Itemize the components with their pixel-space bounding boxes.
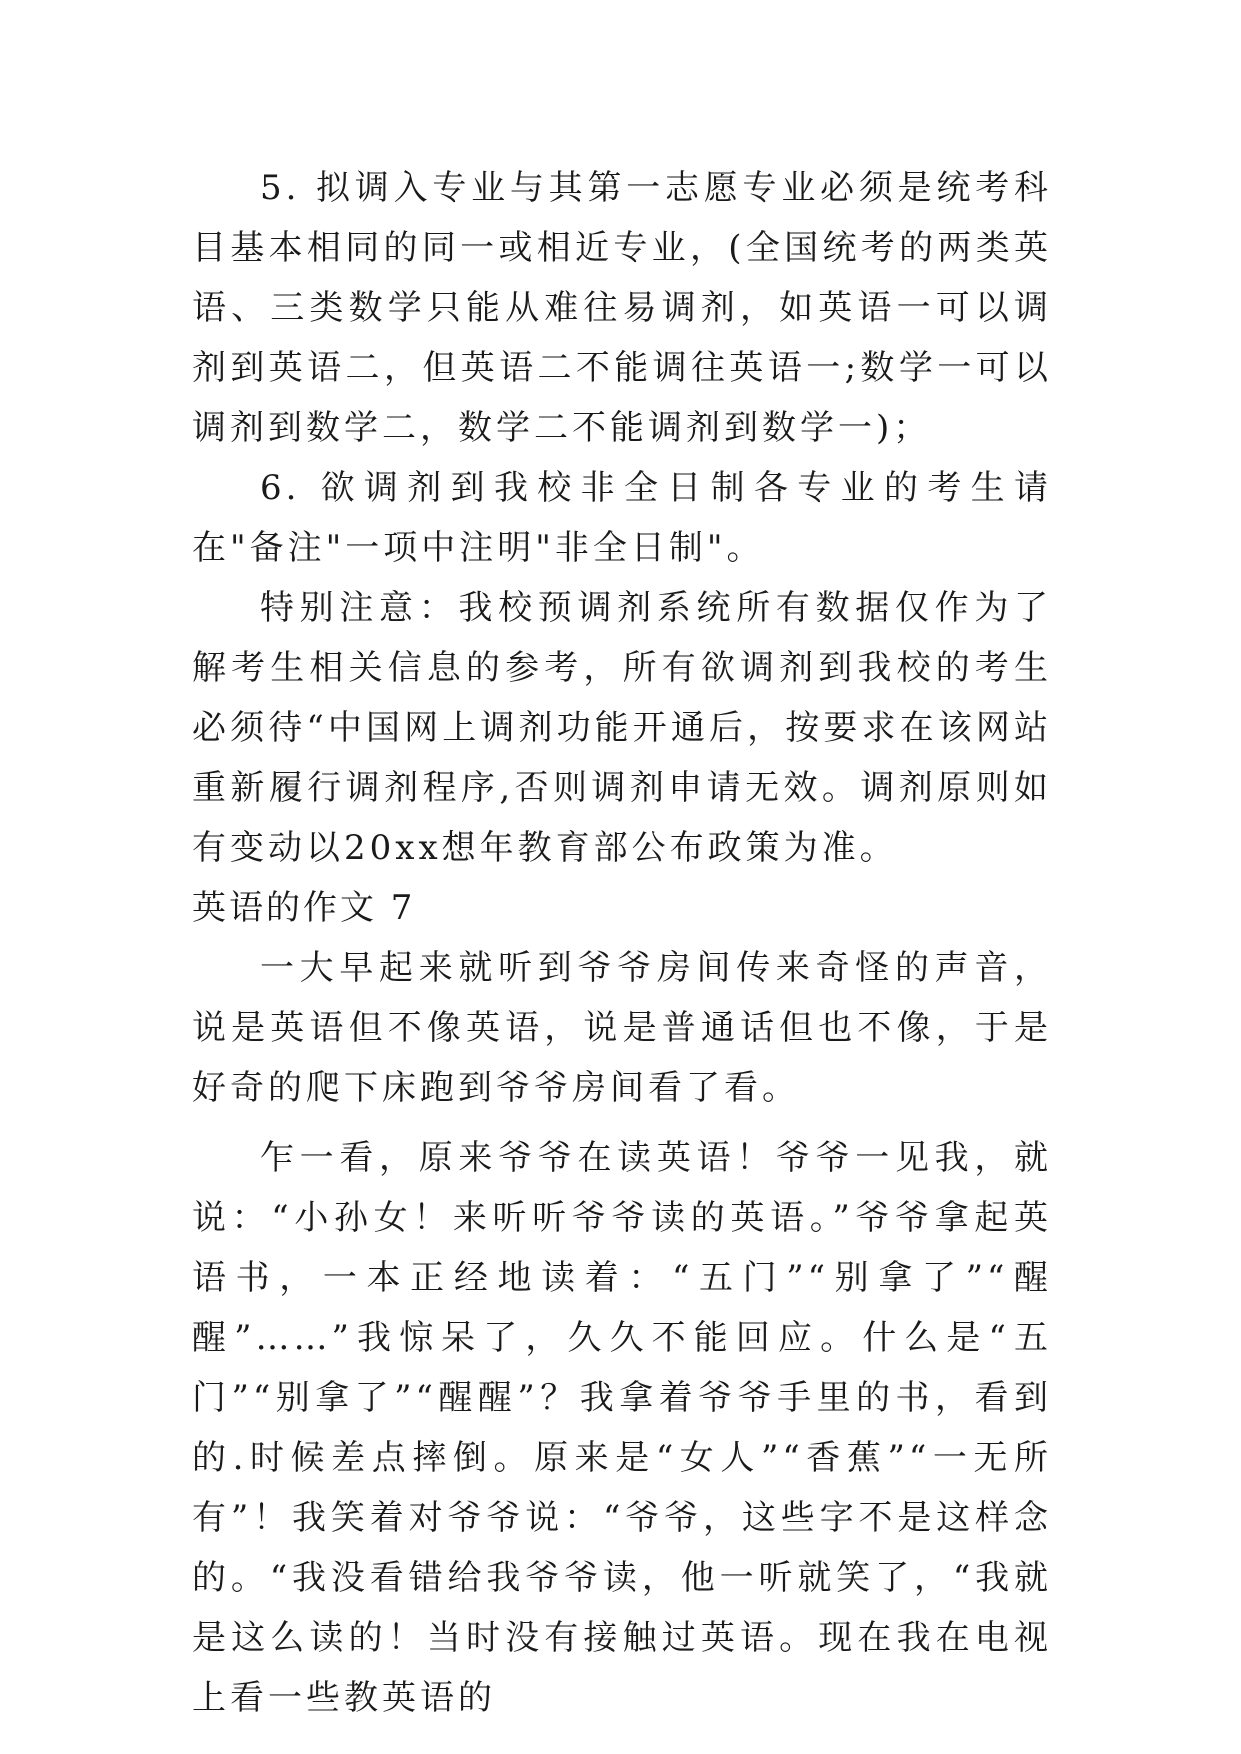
paragraph-item-6: 6. 欲调剂到我校非全日制各专业的考生请在"备注"一项中注明"非全日制"。: [192, 468, 1052, 568]
special-note-paragraph: 特别注意：我校预调剂系统所有数据仅作为了解考生相关信息的参考，所有欲调剂到我校的考生必须待“中国网上调剂功能开通后，按要求在该网站重新履行调剂程序,否则调剂申请无效。调剂原则如有变动以20xx想年教育部公布政策为准。: [192, 588, 1052, 868]
document-body: [192, 158, 1052, 1728]
essay-paragraph-1: 一大早起来就听到爷爷房间传来奇怪的声音，说是英语但不像英语，说是普通话但也不像，于是好奇的爬下床跑到爷爷房间看了看。: [192, 948, 1052, 1108]
section-title: 英语的作文 7: [192, 888, 416, 928]
paragraph-item-5: 5. 拟调入专业与其第一志愿专业必须是统考科目基本相同的同一或相近专业，(全国统考的两类英语、三类数学只能从难往易调剂，如英语一可以调剂到英语二，但英语二不能调往英语一;数学一可以调剂到数学二，数学二不能调剂到数学一)；: [192, 168, 1052, 448]
essay-paragraph-2: 乍一看，原来爷爷在读英语！爷爷一见我，就说：“小孙女！来听听爷爷读的英语。”爷爷拿起英语书，一本正经地读着：“五门”“别拿了”“醒醒”……”我惊呆了，久久不能回应。什么是“五门”“别拿了”“醒醒”？我拿着爷爷手里的书，看到的.时候差点摔倒。原来是“女人”“香蕉”“一无所有”！我笑着对爷爷说：“爷爷，这些字不是这样念的。“我没看错给我爷爷读，他一听就笑了，“我就是这么读的！当时没有接触过英语。现在我在电视上看一些教英语的: [192, 1138, 1052, 1718]
